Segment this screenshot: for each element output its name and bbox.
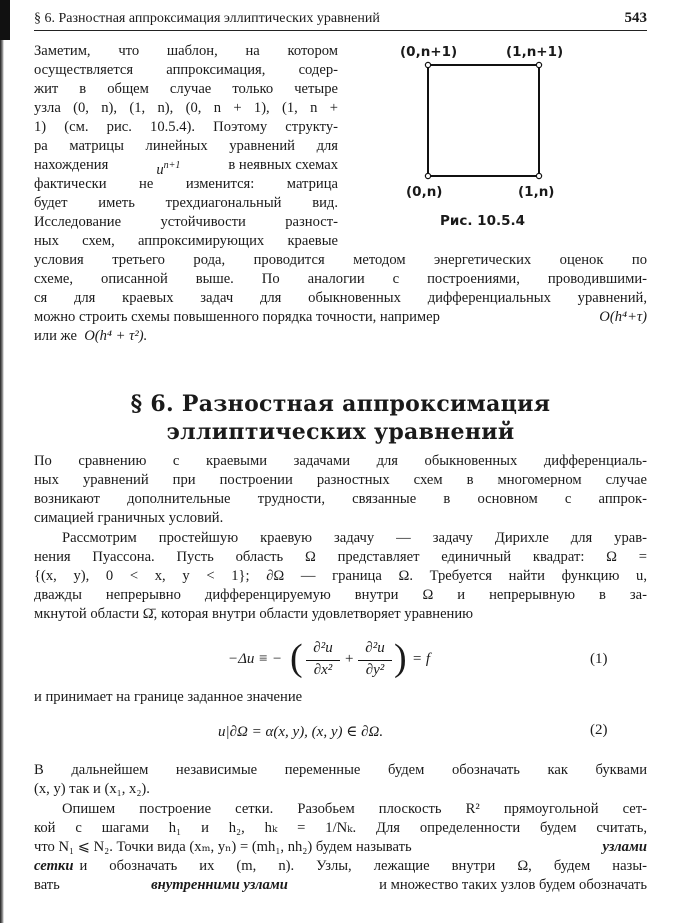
section-title-line-2: эллиптических уравнений: [166, 419, 515, 445]
para4-line-1: и принимает на границе заданное значение: [34, 689, 303, 705]
eq1-numerator-2: ∂²u: [365, 640, 385, 656]
para2-line-1: По сравнению с краевыми задачами для обыкновенных дифференциаль-: [34, 453, 647, 469]
para6-line-4-text: и обозначать их (m, n). Узлы, лежащие внутри Ω, будем назы-: [79, 858, 647, 874]
para1-line-5: 1) (см. рис. 10.5.4). Поэтому структу-: [34, 119, 338, 135]
scan-edge-shadow: [0, 0, 4, 923]
figure-stencil: [396, 40, 574, 240]
para3-line-1: Рассмотрим простейшую краевую задачу — задачу Дирихле для урав-: [62, 530, 647, 546]
para3-line-4: дважды непрерывно дифференцируемую внутри Ω и непрерывную в за-: [34, 587, 647, 603]
node-label-top-left: (0,n+1): [400, 44, 458, 60]
para1-line-1: Заметим, что шаблон, на котором: [34, 43, 338, 59]
eq1-denominator-1: ∂x²: [313, 662, 333, 678]
para6-line-3-text: что N₁ ⩽ N₂. Точки вида (xₘ, yₙ) = (mh₁, nh₂) будем называть: [34, 839, 412, 855]
para1-line-9: будет иметь трехдиагональный вид.: [34, 195, 338, 211]
section-title-line-1: § 6. Разностная аппроксимация: [130, 391, 551, 417]
para6-line-3: [34, 838, 647, 857]
para1-line-16: или же O(h⁴ + τ²).: [34, 328, 148, 344]
para1-line-10: Исследование устойчивости разност-: [34, 214, 338, 230]
para1-line-13: схеме, описанной выше. По аналогии с построениями, проводившими-: [34, 271, 647, 287]
node-label-bottom-right: (1,n): [518, 184, 555, 200]
node-top-left: [425, 62, 430, 67]
stencil-square: [428, 65, 539, 176]
para6-line-5-end: и множество таких узлов будем обозначать: [379, 877, 647, 893]
figure-caption: Рис. 10.5.4: [440, 213, 526, 229]
equation-2: u|∂Ω = α(x, y), (x, y) ∈ ∂Ω.: [218, 724, 384, 740]
eq1-lhs: −Δu ≡ −: [228, 651, 283, 667]
para1-line-15: [34, 308, 647, 327]
scan-corner-mark: [0, 0, 10, 40]
node-label-bottom-left: (0,n): [406, 184, 443, 200]
node-bottom-right: [536, 173, 541, 178]
equation-2-number: (2): [590, 722, 608, 738]
para6-line-5-start: вать: [34, 877, 60, 893]
eq1-left-paren: (: [290, 637, 303, 679]
stencil-diagram: [396, 40, 574, 240]
equation-1-number: (1): [590, 651, 608, 667]
formula-order-h4-tau: O(h⁴+τ): [599, 309, 647, 325]
para2-line-4: симацией граничных условий.: [34, 510, 224, 526]
eq1-rhs: = f: [412, 651, 431, 667]
para5-line-1: В дальнейшем независимые переменные будем обозначать как буквами: [34, 762, 647, 778]
para1-line-6: ра матрицы линейных уравнений для: [34, 138, 338, 154]
para1-line-7-start: нахождения: [34, 157, 109, 173]
para1-line-15-text: можно строить схемы повышенного порядка точности, например: [34, 309, 440, 325]
eq1-plus: +: [345, 651, 354, 667]
para1-line-2: осуществляется аппроксимация, содер-: [34, 62, 338, 78]
eq1-denominator-2: ∂y²: [365, 662, 385, 678]
para3-line-2: нения Пуассона. Пусть область Ω представляет единичный квадрат: Ω =: [34, 549, 647, 565]
node-label-top-right: (1,n+1): [506, 44, 564, 60]
page-number: 543: [624, 10, 647, 26]
para1-line-7-end: в неявных схемах: [228, 157, 338, 173]
para1-line-14: ся для краевых задач для обыкновенных дифференциальных уравнений,: [34, 290, 647, 306]
eq1-numerator-1: ∂²u: [313, 640, 333, 656]
para3-line-3: {(x, y), 0 < x, y < 1}; ∂Ω — граница Ω. Требуется найти функцию u,: [34, 568, 647, 584]
para5-line-2: (x, y) так и (x₁, x₂).: [34, 781, 150, 797]
para1-line-4: узла (0, n), (1, n), (0, n + 1), (1, n +: [34, 100, 338, 116]
eq1-right-paren: ): [394, 637, 407, 679]
header-title: § 6. Разностная аппроксимация эллиптических уравнений: [34, 11, 380, 26]
term-grid: сетки: [34, 858, 74, 874]
para2-line-2: ных уравнений при построении разностных схем в многомерном случае: [34, 472, 647, 488]
para6-line-4: [34, 857, 647, 876]
para1-line-11: ных схем, аппроксимирующих краевые: [34, 233, 338, 249]
term-interior-nodes: внутренними узлами: [151, 877, 288, 893]
para6-line-5: [34, 876, 647, 895]
node-top-right: [536, 62, 541, 67]
running-header: [34, 8, 647, 31]
para3-line-5: мкнутой области Ω̄, которая внутри области удовлетворяет уравнению: [34, 606, 474, 622]
para1-line-12: условия третьего рода, проводится методом энергетических оценок по: [34, 252, 647, 268]
node-bottom-left: [425, 173, 430, 178]
para1-line-3: жит в общем случае только четыре: [34, 81, 338, 97]
para1-line-8: фактически не изменится: матрица: [34, 176, 338, 192]
para6-line-2: кой с шагами h₁ и h₂, hₖ = 1/Nₖ. Для определенности будем считать,: [34, 820, 647, 836]
term-nodes: узлами: [602, 839, 647, 855]
para6-line-1: Опишем построение сетки. Разобьем плоскость R² прямоугольной сет-: [62, 801, 647, 817]
para2-line-3: возникают дополнительные трудности, связанные в основном с аппрок-: [34, 491, 647, 507]
formula-u-n-plus-1: $u^{n+1}$: [156, 160, 181, 178]
formula-order-h4-tau2: O(h⁴ + τ²).: [84, 328, 148, 344]
equation-1: [228, 638, 448, 684]
